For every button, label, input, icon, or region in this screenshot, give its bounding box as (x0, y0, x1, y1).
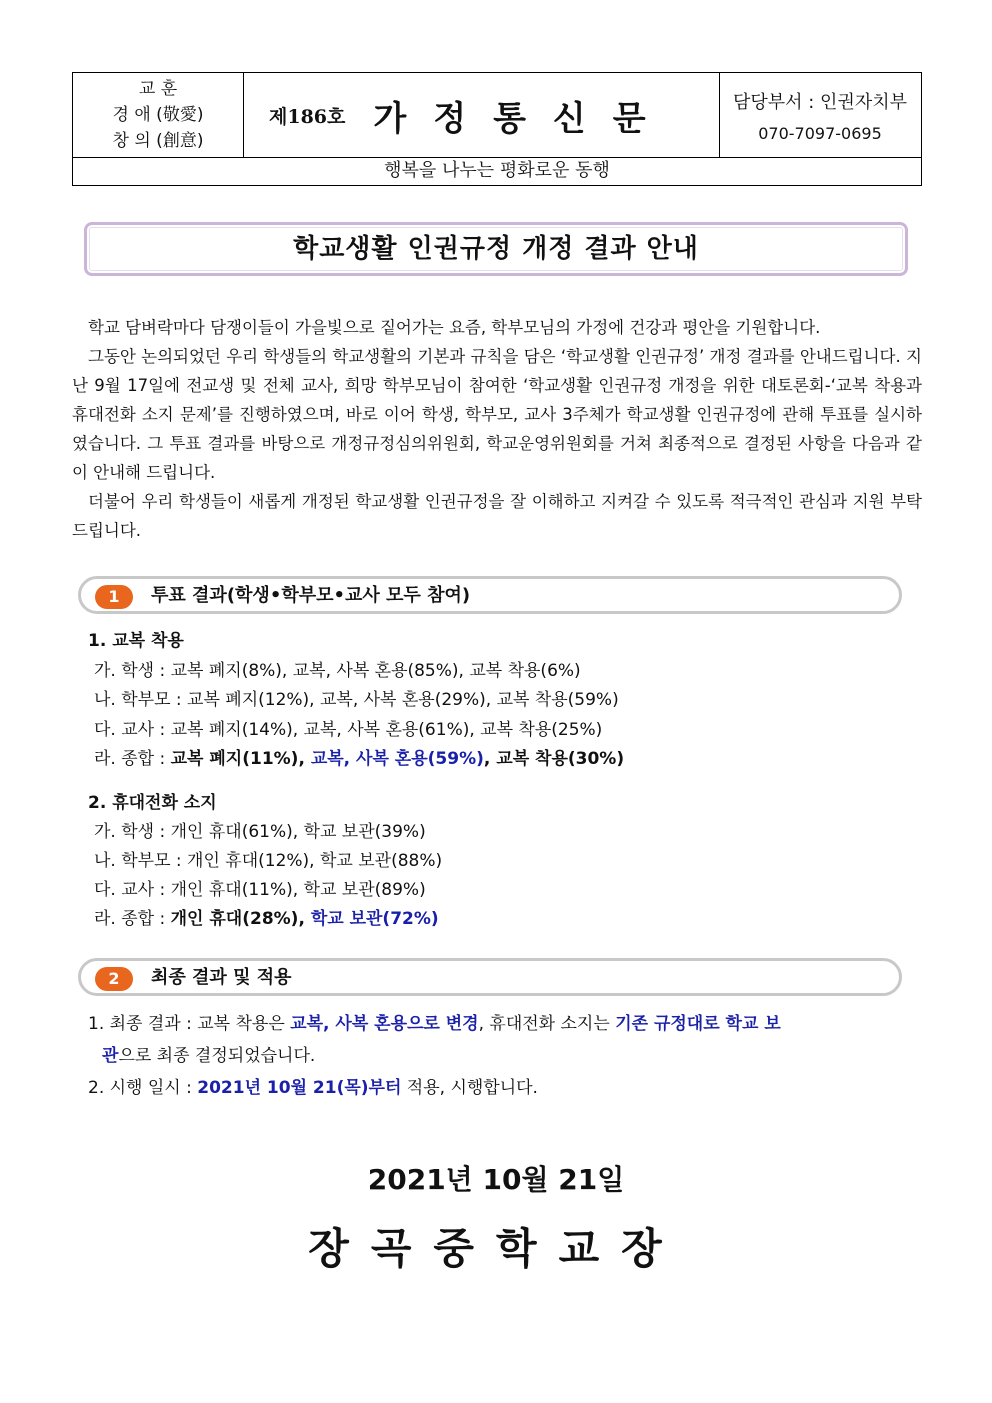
school-motto (73, 73, 244, 157)
department-cell (719, 73, 921, 157)
motto-line-1: 경 애 (敬愛) (112, 105, 204, 125)
uniform-student: 가. 학생 : 교복 폐지(8%), 교복, 사복 혼용(85%), 교복 착용(6%) (94, 661, 581, 681)
result-prefix: 1. 최종 결과 : 교복 착용은 (88, 1014, 291, 1034)
intro-text (72, 313, 922, 545)
principal-signature: 장곡중학교장 (308, 1224, 684, 1273)
final-result-line-2 (88, 1040, 922, 1072)
date-prefix: 2. 시행 일시 : (88, 1078, 198, 1098)
section-number-badge: 2 (95, 967, 133, 991)
result-suffix: 으로 최종 결정되었습니다. (118, 1046, 316, 1066)
effective-date: 2021년 10월 21(목)부터 (197, 1078, 402, 1098)
document-title: 학교생활 인권규정 개정 결과 안내 (84, 222, 908, 276)
final-result (88, 1008, 922, 1104)
motto-line-2: 창 의 (創意) (112, 131, 204, 151)
newsletter-name: 가정통신문 (373, 98, 673, 139)
total-prefix: 라. 종합 : (94, 909, 171, 929)
result-mid: , 휴대전화 소지는 (478, 1014, 616, 1034)
total-wear: , 교복 착용(30%) (483, 749, 625, 769)
school-slogan: 행복을 나누는 평화로운 동행 (384, 160, 610, 181)
department-name: 담당부서 : 인권자치부 (733, 91, 907, 113)
uniform-heading: 1. 교복 착용 (88, 631, 184, 651)
result-uniform: 교복, 사복 혼용으로 변경 (290, 1014, 479, 1034)
uniform-teacher: 다. 교사 : 교복 폐지(14%), 교복, 사복 혼용(61%), 교복 착용(25%) (94, 720, 603, 740)
uniform-parent: 나. 학부모 : 교복 폐지(12%), 교복, 사복 혼용(29%), 교복 착용(59%) (94, 690, 619, 710)
section-1-header (78, 576, 902, 614)
department-phone: 070-7097-0695 (758, 123, 882, 143)
phone-parent: 나. 학부모 : 개인 휴대(12%), 학교 보관(88%) (94, 851, 443, 871)
issue-date: 2021년 10월 21일 (367, 1163, 625, 1196)
total-personal: 개인 휴대(28%), (170, 909, 311, 929)
uniform-total (94, 744, 624, 769)
section-2-header (78, 958, 902, 996)
section-label: 최종 결과 및 적용 (151, 967, 292, 988)
section-number-badge: 1 (95, 585, 133, 609)
phone-student: 가. 학생 : 개인 휴대(61%), 학교 보관(39%) (94, 822, 426, 842)
phone-teacher: 다. 교사 : 개인 휴대(11%), 학교 보관(89%) (94, 880, 426, 900)
effective-date-line (88, 1072, 922, 1104)
intro-paragraph: 더불어 우리 학생들이 새롭게 개정된 학교생활 인권규정을 잘 이해하고 지켜갈 수 있도록 적극적인 관심과 지원 부탁드립니다. (72, 492, 922, 540)
total-abolish: 교복 폐지(11%), (170, 749, 311, 769)
result-phone-end: 관 (102, 1046, 119, 1066)
total-school-storage: 학교 보관(72%) (310, 909, 439, 929)
intro-paragraph: 그동안 논의되었던 우리 학생들의 학교생활의 기본과 규칙을 담은 ‘학교생활 인권규정’ 개정 결과를 안내드립니다. 지난 9월 17일에 전교생 및 전체 교사, 희망 학부모님이 참여한 ‘학교생활 인권규정 개정을 위한 대토론회-‘교복 착용과 휴대전화 소지 문제’를 진행하였으며, 바로 이어 학생, 학부모, 교사 3주체가 학교생활 인권규정에 관해 투표를 실시하였습니다. 그 투표 결과를 바탕으로 개정규정심의위원회, 학교운영위원회를 거쳐 최종적으로 결정된 사항을 다음과 같이 안내해 드립니다. (72, 347, 922, 482)
newsletter-title-cell (243, 73, 720, 157)
phone-heading: 2. 휴대전화 소지 (88, 793, 217, 813)
final-result-line (88, 1008, 922, 1040)
newsletter-header (72, 72, 922, 186)
header-row (73, 73, 921, 158)
section-label: 투표 결과(학생•학부모•교사 모두 참여) (151, 585, 471, 606)
issue-number: 제186호 (269, 105, 346, 128)
intro-paragraph: 학교 담벼락마다 담쟁이들이 가을빛으로 짙어가는 요즘, 학부모님의 가정에 건강과 평안을 기원합니다. (88, 318, 821, 337)
result-phone: 기존 규정대로 학교 보 (615, 1014, 781, 1034)
date-suffix: 적용, 시행합니다. (401, 1078, 538, 1098)
total-prefix: 라. 종합 : (94, 749, 171, 769)
motto-title: 교 훈 (138, 79, 178, 99)
total-mixed: 교복, 사복 혼용(59%) (310, 749, 484, 769)
phone-total (94, 904, 439, 929)
